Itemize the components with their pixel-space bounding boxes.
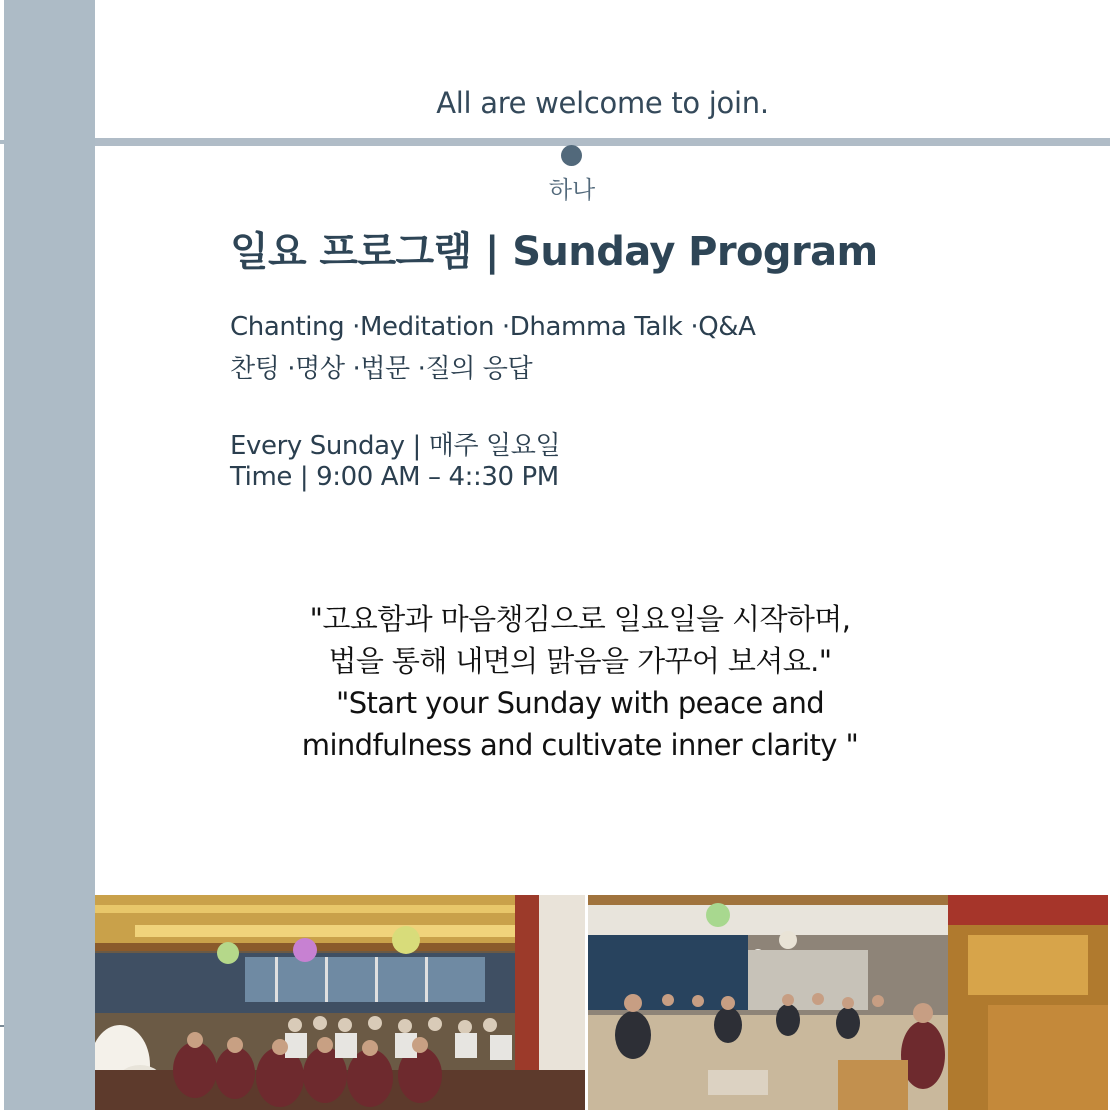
temple-hall-gathering-photo: [95, 895, 585, 1110]
left-sidebar-band: [4, 0, 95, 1110]
sidebar-mark: [0, 140, 4, 144]
quote-line: 법을 통해 내면의 맑음을 가꾸어 보셔요.": [328, 644, 832, 678]
welcome-text: All are welcome to join.: [436, 86, 769, 120]
activities-english: Chanting ·Meditation ·Dhamma Talk ·Q&A: [230, 312, 756, 342]
quote-line: "고요함과 마음챙김으로 일요일을 시작하며,: [309, 602, 851, 636]
activities-korean: 찬팅 ·명상 ·법문 ·질의 응답: [230, 354, 533, 384]
schedule-text: Every Sunday | 매주 일요일: [230, 431, 561, 461]
timeline-divider: [95, 138, 1110, 146]
step-label: 하나: [548, 176, 596, 204]
quote-line: mindfulness and cultivate inner clarity ": [301, 728, 859, 762]
time-text: Time | 9:00 AM – 4::30 PM: [230, 462, 559, 492]
quote-block: [260, 598, 900, 766]
timeline-marker-icon: [561, 145, 582, 166]
sidebar-tick: [0, 1025, 4, 1027]
dhamma-talk-session-photo: [588, 895, 1108, 1110]
quote-line: "Start your Sunday with peace and: [335, 686, 825, 720]
program-title: 일요 프로그램 | Sunday Program: [230, 229, 878, 275]
